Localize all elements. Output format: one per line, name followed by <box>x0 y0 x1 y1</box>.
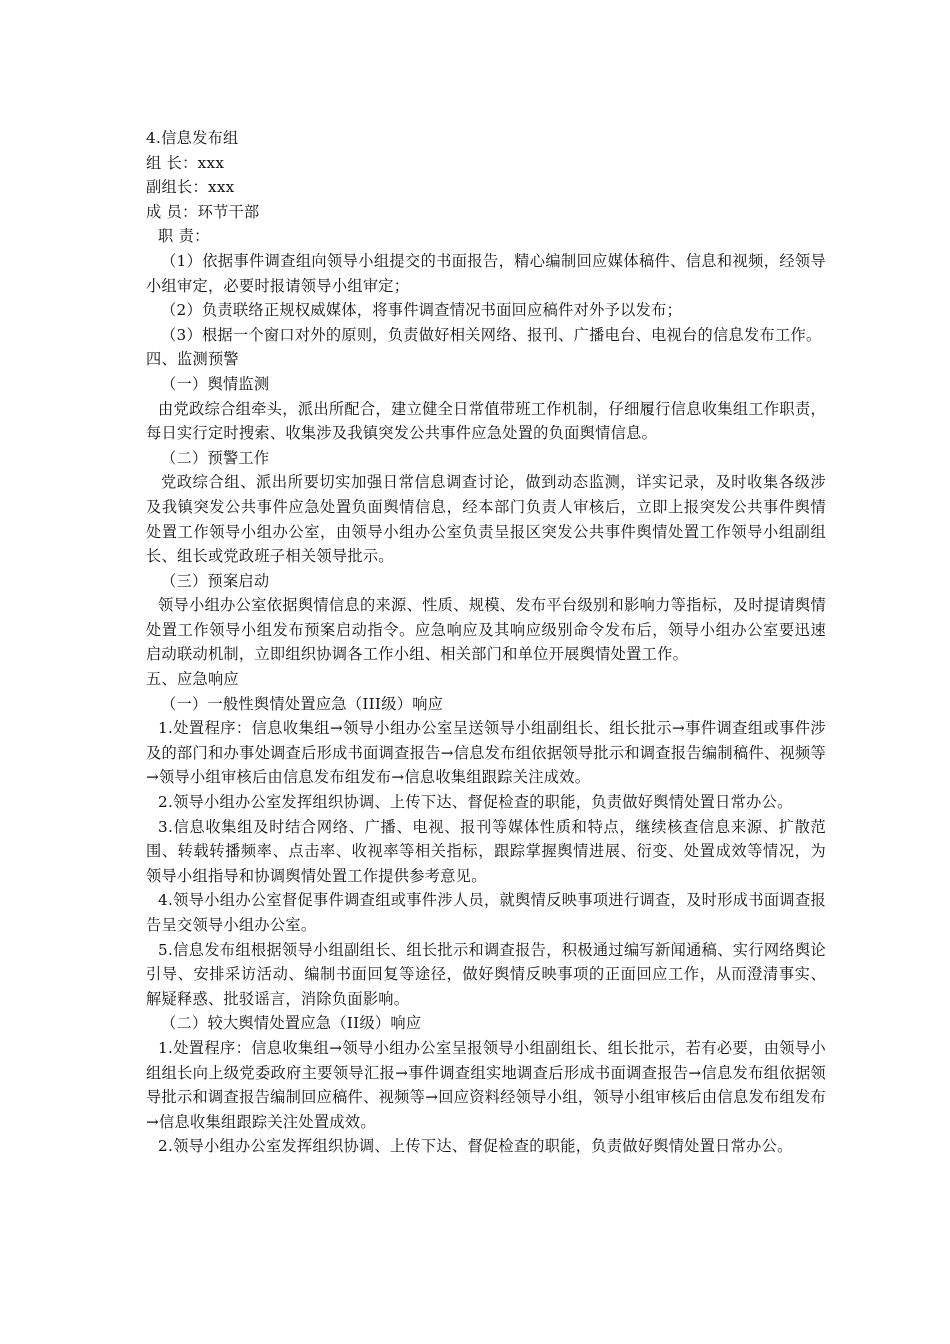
document-body <box>146 126 826 1159</box>
document-paragraph: （1）依据事件调查组向领导小组提交的书面报告，精心编制回应媒体稿件、信息和视频，经领导小组审定，必要时报请领导小组审定； <box>146 251 826 295</box>
document-paragraph: 职 责： <box>158 227 210 246</box>
document-paragraph: （二）较大舆情处置应急（II级）响应 <box>161 1014 422 1033</box>
document-paragraph: 四、监测预警 <box>146 350 239 369</box>
document-paragraph: （一）一般性舆情处置应急（III级）响应 <box>161 694 444 713</box>
document-paragraph: 组 长：xxx <box>146 153 225 172</box>
document-paragraph: 五、应急响应 <box>146 670 239 689</box>
document-paragraph: （2）负责联络正规权威媒体，将事件调查情况书面回应稿件对外予以发布； <box>161 301 683 320</box>
document-paragraph: 4.信息发布组 <box>146 129 239 147</box>
document-paragraph: 3.信息收集组及时结合网络、广播、电视、报刊等媒体性质和特点，继续核查信息来源、扩散范围、转载转播频率、点击率、收视率等相关指标，跟踪掌握舆情进展、衍变、处置成效等情况，为领导小组指导和协调舆情处置工作提供参考意见。 <box>146 817 826 885</box>
document-paragraph: 1.处置程序：信息收集组→领导小组办公室呈报领导小组副组长、组长批示，若有必要，由领导小组组长向上级党委政府主要领导汇报→事件调查组实地调查后形成书面调查报告→信息发布组依据领导批示和调查报告编制回应稿件、视频等→回应资料经领导小组，领导小组审核后由信息发布组发布→信息收集组跟踪关注处置成效。 <box>146 1038 826 1131</box>
document-paragraph: 2.领导小组办公室发挥组织协调、上传下达、督促检查的职能，负责做好舆情处置日常办公。 <box>158 793 793 812</box>
document-paragraph: （一）舆情监测 <box>161 374 270 393</box>
document-paragraph: 2.领导小组办公室发挥组织协调、上传下达、督促检查的职能，负责做好舆情处置日常办公。 <box>158 1137 793 1156</box>
document-paragraph: （3）根据一个窗口对外的原则，负责做好相关网络、报刊、广播电台、电视台的信息发布工作。 <box>161 325 822 344</box>
document-paragraph: 党政综合组、派出所要切实加强日常信息调查讨论，做到动态监测，详实记录，及时收集各级涉及我镇突发公共事件应急处置负面舆情信息，经本部门负责人审核后，立即上报突发公共事件舆情处置工作领导小组办公室，由领导小组办公室负责呈报区突发公共事件舆情处置工作领导小组副组长、组长或党政班子相关领导批示。 <box>146 473 826 566</box>
document-paragraph: 5.信息发布组根据领导小组副组长、组长批示和调查报告，积极通过编写新闻通稿、实行网络舆论引导、安排采访活动、编制书面回复等途径，做好舆情反映事项的正面回应工作，从而澄清事实、解疑释惑、批驳谣言，消除负面影响。 <box>146 940 826 1008</box>
document-paragraph: 副组长：xxx <box>146 178 235 197</box>
document-paragraph: （三）预案启动 <box>161 571 270 590</box>
document-paragraph: 成 员：环节干部 <box>146 202 260 221</box>
document-paragraph: 领导小组办公室依据舆情信息的来源、性质、规模、发布平台级别和影响力等指标，及时提请舆情处置工作领导小组发布预案启动指令。应急响应及其响应级别命令发布后，领导小组办公室要迅速启动联动机制，立即组织协调各工作小组、相关部门和单位开展舆情处置工作。 <box>146 596 826 664</box>
document-paragraph: 1.处置程序：信息收集组→领导小组办公室呈送领导小组副组长、组长批示→事件调查组或事件涉及的部门和办事处调查后形成书面调查报告→信息发布组依据领导批示和调查报告编制稿件、视频等→领导小组审核后由信息发布组发布→信息收集组跟踪关注成效。 <box>146 719 826 787</box>
document-paragraph: （二）预警工作 <box>161 448 270 467</box>
document-paragraph: 由党政综合组牵头，派出所配合，建立健全日常值带班工作机制，仔细履行信息收集组工作职责，每日实行定时搜索、收集涉及我镇突发公共事件应急处置的负面舆情信息。 <box>146 399 826 443</box>
document-paragraph: 4.领导小组办公室督促事件调查组或事件涉人员，就舆情反映事项进行调查，及时形成书面调查报告呈交领导小组办公室。 <box>146 891 826 934</box>
